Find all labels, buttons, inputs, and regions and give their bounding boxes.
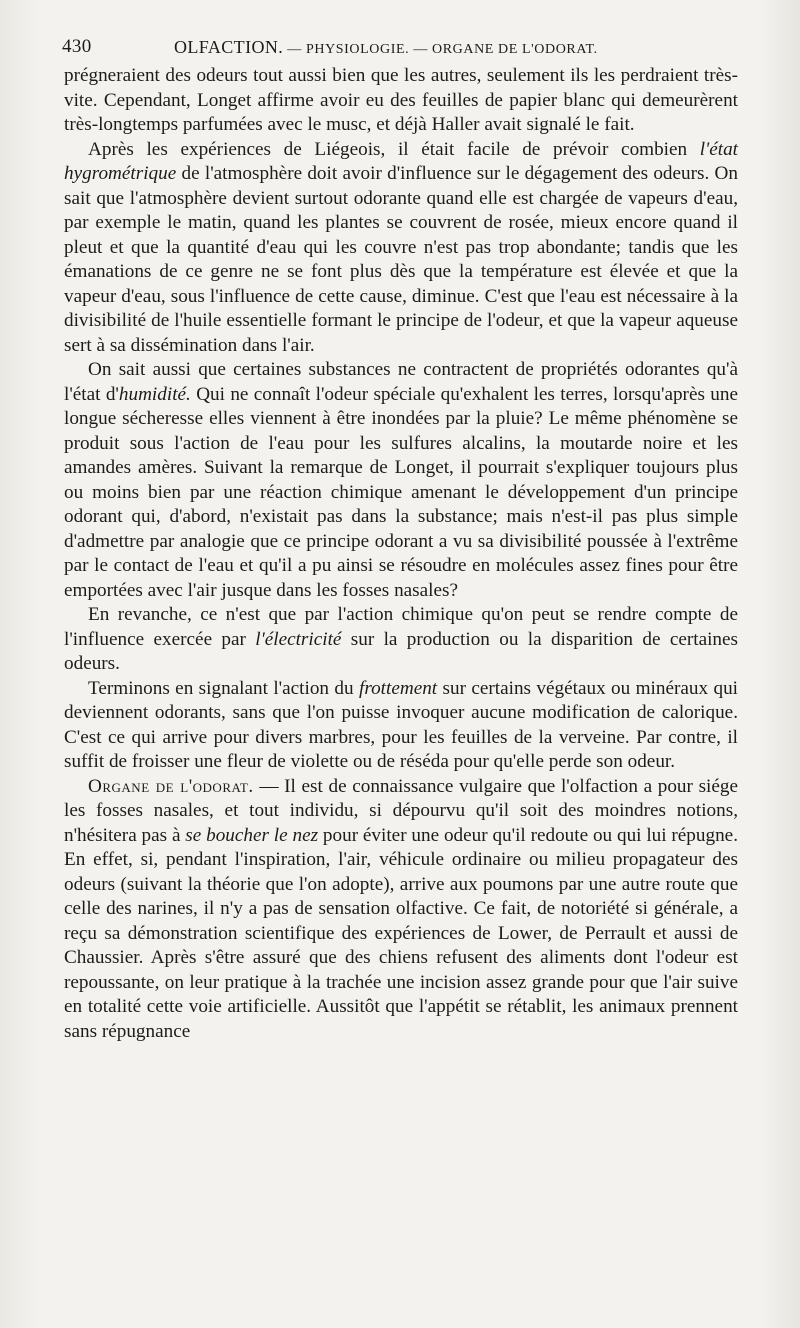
paragraph-2-text-b: de l'atmosphère doit avoir d'influence sur le dégagement des odeurs. On sait que l'atmosphère devient surtout odorante quand elle est chargée de vapeurs d'eau, par exemple le matin, quand les plantes se couvrent de rosée, mieux encore quand il pleut et que la quantité d'eau qui les couvre n'est pas trop abondante; tandis que les émanations de ce genre ne se font plus dès que la température est élevée et que la vapeur d'eau, sous l'influence de cette cause, diminue. C'est que l'eau est nécessaire à la divisibilité de l'huile essentielle formant le principe de l'odeur, et que la vapeur aqueuse sert à sa dissémination dans l'air. [64, 163, 738, 356]
paragraph-6-text-a: — Il est de connaissance vulgaire que l'olfaction a pour siége les fosses nasales, et tout individu, si dépourvu qu'il soit des moindres notions, n'hésitera pas à [64, 775, 738, 846]
paragraph-6-text-b: pour éviter une odeur qu'il redoute ou qui lui répugne. En effet, si, pendant l'inspiration, l'air, véhicule ordinaire ou milieu propagateur des odeurs (suivant la théorie que l'on adopte), arrive aux poumons par une autre route que celle des narines, il n'y a pas de sensation olfactive. Ce fait, de notoriété si générale, a reçu sa démonstration scientifique des expériences de Lower, de Perrault et aussi de Chaussier. Après s'être assuré que des chiens refusent des aliments dont l'odeur est repoussante, on leur pratique à la trachée une incision assez grande pour que l'air suive en totalité cette voie artificielle. Aussitôt que l'appétit se rétablit, les animaux prennent sans répugnance [64, 824, 738, 1042]
page-number: 430 [62, 36, 92, 57]
paragraph-4-text-a: En revanche, ce n'est que par l'action chimique qu'on peut se rendre compte de l'influence exercée par [64, 604, 738, 650]
running-title [174, 37, 598, 58]
running-title-sub: — PHYSIOLOGIE. — ORGANE DE L'ODORAT. [283, 42, 598, 57]
paragraph-4-text-b: sur la production ou la disparition de certaines odeurs. [64, 628, 739, 674]
emphasis-se-boucher-le-nez: se boucher le nez [185, 824, 319, 846]
paragraph-1-text: prégneraient des odeurs tout aussi bien que les autres, seulement ils les perdraient très-vite. Cependant, Longet affirme avoir eu des feuilles de papier blanc qui demeurèrent très-longtemps parfumées avec le musc, et déjà Haller avait signalé le fait. [64, 65, 738, 135]
paragraph-3 [64, 358, 738, 603]
paragraph-5-text-b: sur certains végétaux ou minéraux qui deviennent odorants, sans que l'on puisse invoquer aucune modification de calorique. C'est ce qui arrive pour divers marbres, pour les feuilles de la verveine. Par contre, il suffit de froisser une fleur de violette ou de réséda pour qu'elle perde son odeur. [64, 677, 738, 772]
running-header [62, 36, 742, 62]
paragraph-6 [64, 775, 738, 1045]
paragraph-5 [64, 677, 738, 775]
body-text [64, 64, 738, 1044]
paragraph-5-text-a: Terminons en signalant l'action du [88, 677, 359, 699]
running-title-main: OLFACTION. [174, 37, 284, 57]
paragraph-2-text-a: Après les expériences de Liégeois, il était facile de prévoir combien [88, 138, 700, 160]
emphasis-etat-hygrometrique: l'état hygrométrique [64, 138, 738, 184]
section-heading-organe-odorat: Organe de l'odorat. [88, 775, 254, 797]
paragraph-3-text-b: Qui ne connaît l'odeur spéciale qu'exhalent les terres, lorsqu'après une longue sécheresse elles viennent à être inondées par la pluie? Le même phénomène se produit sous l'action de l'eau pour les sulfures alcalins, la moutarde noire et les amandes amères. Suivant la remarque de Longet, il pourrait s'expliquer toujours plus ou moins bien par une réaction chimique amenant le développement d'un principe odorant qui, d'abord, n'existait pas dans la substance; mais n'est-il pas plus simple d'admettre par analogie que ce principe odorant a vu sa divisibilité poussée à l'extrême par le contact de l'eau et qu'il a pu ainsi se résoudre en molécules assez fines pour être emportées avec l'air jusque dans les fosses nasales? [64, 383, 738, 601]
paragraph-2 [64, 138, 738, 359]
paragraph-4 [64, 603, 738, 677]
emphasis-frottement: frottement [358, 677, 438, 699]
emphasis-electricite: l'électricité [255, 628, 342, 650]
paragraph-3-text-a: On sait aussi que certaines substances ne contractent de propriétés odorantes qu'à l'état d' [64, 359, 738, 405]
paragraph-1 [64, 64, 738, 138]
emphasis-humidite: humidité. [118, 383, 191, 405]
